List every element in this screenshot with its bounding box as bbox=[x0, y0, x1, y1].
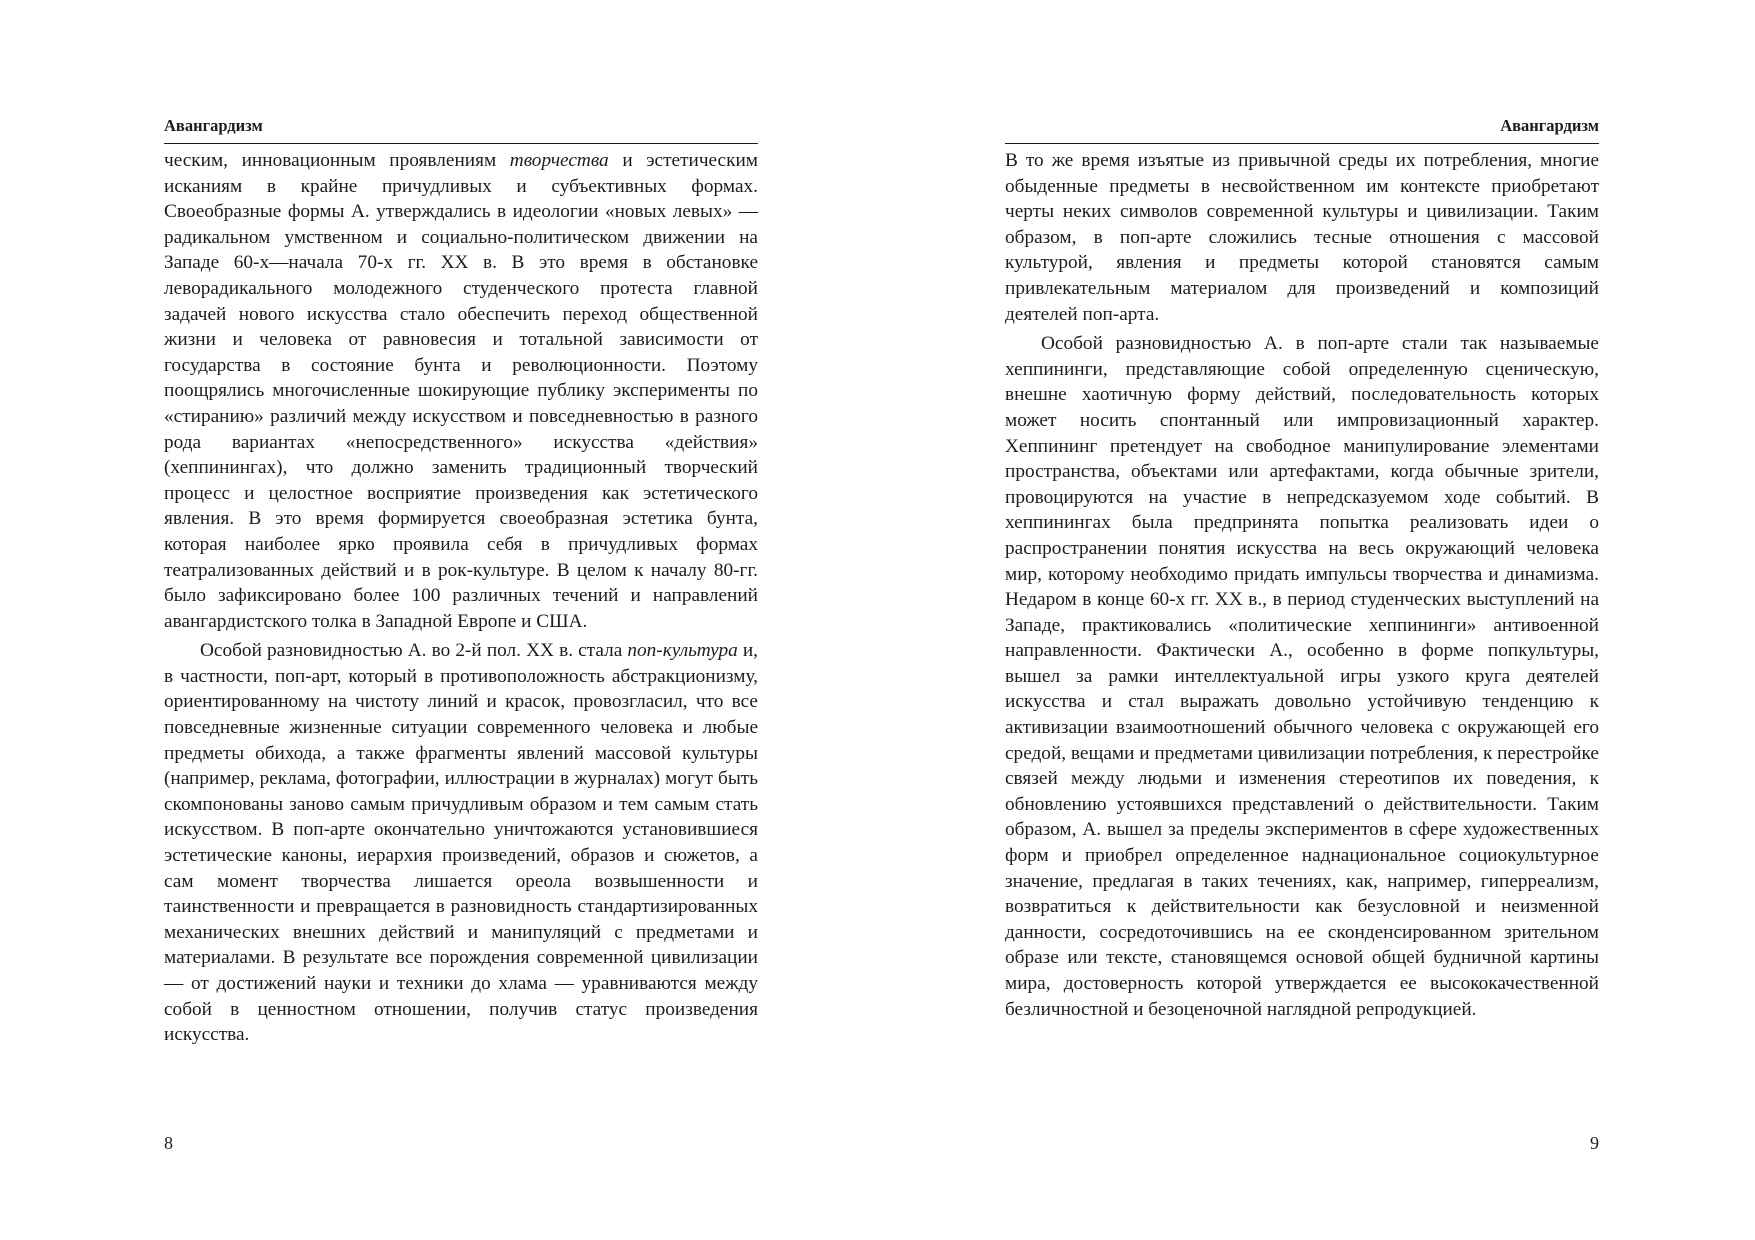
text-run: и эстетическим исканиям в крайне причудливых и субъективных формах. Своеобразные формы А. утверждались в идеологии «новых левых» — радикальном умственном и социально-политическом движении на Западе 60-х—начала 70-х гг. XX в. В это время в обстановке леворадикального молодежного студенческого протеста главной задачей нового искусства стало обеспечить переход общественной жизни и человека от равновесия и тотальной зависимости от государства в состояние бунта и революционности. Поэтому поощрялись многочисленные шокирующие публику эксперименты по «стиранию» различий между искусством и повседневностью в разного рода вариантах «непосредственного» искусства «действия» (хеппинингах), что должно заменить традиционный творческий процесс и целостное восприятие произведения как эстетического явления. В это время формируется своеобразная эстетика бунта, которая наиболее ярко проявила себя в причудливых формах театрализованных действий и в рок-культуре. В целом к началу 80-гг. было зафиксировано более 100 различных течений и направлений авангардистского толка в Западной Европе и США. bbox=[164, 150, 758, 632]
text-run: ческим, инновационным проявлениям bbox=[164, 150, 510, 171]
text-run: Особой разновидностью А. во 2-й пол. XX в. стала bbox=[200, 640, 628, 662]
body-text bbox=[1005, 148, 1599, 1022]
italic-term: поп-культура bbox=[627, 640, 738, 662]
left-page bbox=[0, 0, 877, 1240]
body-text bbox=[164, 148, 758, 1048]
paragraph bbox=[164, 148, 758, 634]
page-number: 8 bbox=[164, 1133, 173, 1153]
right-page bbox=[877, 0, 1755, 1240]
paragraph: Особой разновидностью А. в поп-арте стали так называемые хеппининги, представляющие собой определенную сценическую, внешне хаотичную форму действий, последовательность которых может носить спонтанный или импровизационный характер. Хеппининг претендует на свободное манипулирование элементами пространства, объектами или артефактами, когда обычные зрители, провоцируются на участие в непредсказуемом ходе событий. В хеппинингах была предпринята попытка реализовать идеи о распространении понятия искусства на весь окружающий человека мир, которому необходимо придать импульсы творчества и динамизма. Недаром в конце 60-х гг. XX в., в период студенческих выступлений на Западе, практиковались «политические хеппининги» антивоенной направленности. Фактически А., особенно в форме попкультуры, вышел за рамки интеллектуальной игры узкого круга деятелей искусства и стал выражать довольно устойчивую тенденцию к активизации взаимоотношений обычного человека с окружающей его средой, вещами и предметами цивилизации потребления, к перестройке связей между людьми и изменения стереотипов их поведения, к обновлению устоявшихся представлений о действительности. Таким образом, А. вышел за пределы экспериментов в сфере художественных форм и приобрел определенное наднациональное социокультурное значение, предлагая в таких течениях, как, например, гиперреализм, возвратиться к действительности как безусловной и неизменной данности, сосредоточившись на ее сконденсированном зрительном образе или тексте, становящемся основой общей будничной картины мира, достоверность которой утверждается ее высококачественной безличностной и безоценочной наглядной репродукцией. bbox=[1005, 333, 1599, 1020]
page-number: 9 bbox=[1590, 1133, 1599, 1153]
text-run: и, в частности, поп-арт, который в противоположность абстракционизму, ориентированному на чистоту линий и красок, провозгласил, что все повседневные жизненные ситуации современного человека и любые предметы обихода, а также фрагменты явлений массовой культуры (например, реклама, фотографии, иллюстрации в журналах) могут быть скомпонованы заново самым причудливым образом и тем самым стать искусством. В поп-арте окончательно уничтожаются установившиеся эстетические каноны, иерархия произведений, образов и сюжетов, а сам момент творчества лишается ореола возвышенности и таинственности и превращается в разновидность стандартизированных механических внешних действий и манипуляций с предметами и материалами. В результате все порождения современной цивилизации — от достижений науки и техники до хлама — уравниваются между собой в ценностном отношении, получив статус произведения искусства. bbox=[164, 640, 758, 1046]
running-head: Авангардизм bbox=[164, 115, 758, 144]
paragraph bbox=[164, 638, 758, 1048]
italic-term: творчества bbox=[509, 150, 609, 171]
paragraph: В то же время изъятые из привычной среды их потребления, многие обыденные предметы в несвойственном им контексте приобретают черты неких символов современной культуры и цивилизации. Таким образом, в поп-арте сложились тесные отношения с массовой культурой, явления и предметы которой становятся самым привлекательным материалом для произведений и композиций деятелей поп-арта. bbox=[1005, 150, 1599, 325]
running-head: Авангардизм bbox=[1005, 115, 1599, 144]
